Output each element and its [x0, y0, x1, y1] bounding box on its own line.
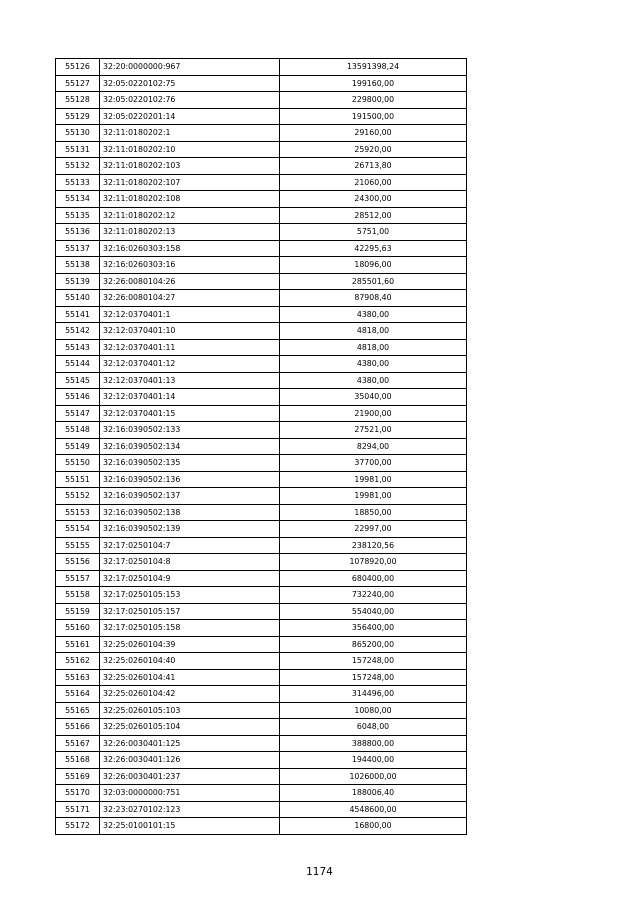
value-cell: 157248,00: [280, 653, 467, 670]
cadastral-number-cell: 32:11:0180202:13: [100, 224, 280, 241]
row-number-cell: 55136: [56, 224, 100, 241]
table-row: [56, 75, 467, 92]
value-cell: 732240,00: [280, 587, 467, 604]
row-number-cell: 55127: [56, 75, 100, 92]
table-row: [56, 306, 467, 323]
cadastral-number-cell: 32:17:0250104:8: [100, 554, 280, 571]
value-cell: 10080,00: [280, 702, 467, 719]
row-number-cell: 55155: [56, 537, 100, 554]
table-row: [56, 59, 467, 76]
table-row: [56, 471, 467, 488]
row-number-cell: 55141: [56, 306, 100, 323]
table-row: [56, 570, 467, 587]
table-row: [56, 735, 467, 752]
value-cell: 18096,00: [280, 257, 467, 274]
row-number-cell: 55153: [56, 504, 100, 521]
value-cell: 42295,63: [280, 240, 467, 257]
row-number-cell: 55166: [56, 719, 100, 736]
row-number-cell: 55156: [56, 554, 100, 571]
table-row: [56, 389, 467, 406]
value-cell: 4380,00: [280, 356, 467, 373]
value-cell: 238120,56: [280, 537, 467, 554]
document-sheet: [55, 58, 466, 835]
table-row: [56, 356, 467, 373]
value-cell: 4818,00: [280, 339, 467, 356]
value-cell: 24300,00: [280, 191, 467, 208]
table-row: [56, 405, 467, 422]
row-number-cell: 55161: [56, 636, 100, 653]
row-number-cell: 55167: [56, 735, 100, 752]
cadastral-number-cell: 32:05:0220102:75: [100, 75, 280, 92]
value-cell: 191500,00: [280, 108, 467, 125]
cadastral-number-cell: 32:17:0250105:157: [100, 603, 280, 620]
value-cell: 29160,00: [280, 125, 467, 142]
value-cell: 35040,00: [280, 389, 467, 406]
table-row: [56, 554, 467, 571]
row-number-cell: 55160: [56, 620, 100, 637]
row-number-cell: 55162: [56, 653, 100, 670]
cadastral-number-cell: 32:17:0250104:9: [100, 570, 280, 587]
table-row: [56, 537, 467, 554]
value-cell: 4380,00: [280, 306, 467, 323]
row-number-cell: 55157: [56, 570, 100, 587]
table-row: [56, 372, 467, 389]
table-row: [56, 290, 467, 307]
table-row: [56, 488, 467, 505]
value-cell: 285501,60: [280, 273, 467, 290]
cadastral-number-cell: 32:25:0260104:41: [100, 669, 280, 686]
row-number-cell: 55129: [56, 108, 100, 125]
row-number-cell: 55164: [56, 686, 100, 703]
row-number-cell: 55128: [56, 92, 100, 109]
table-body: [56, 59, 467, 835]
value-cell: 314496,00: [280, 686, 467, 703]
cadastral-number-cell: 32:11:0180202:107: [100, 174, 280, 191]
row-number-cell: 55133: [56, 174, 100, 191]
table-row: [56, 257, 467, 274]
row-number-cell: 55130: [56, 125, 100, 142]
table-row: [56, 752, 467, 769]
value-cell: 6048,00: [280, 719, 467, 736]
value-cell: 194400,00: [280, 752, 467, 769]
cadastral-number-cell: 32:16:0390502:136: [100, 471, 280, 488]
row-number-cell: 55154: [56, 521, 100, 538]
cadastral-number-cell: 32:12:0370401:15: [100, 405, 280, 422]
row-number-cell: 55145: [56, 372, 100, 389]
value-cell: 19981,00: [280, 488, 467, 505]
table-row: [56, 636, 467, 653]
row-number-cell: 55126: [56, 59, 100, 76]
value-cell: 865200,00: [280, 636, 467, 653]
table-row: [56, 818, 467, 835]
cadastral-number-cell: 32:17:0250105:153: [100, 587, 280, 604]
value-cell: 1078920,00: [280, 554, 467, 571]
cadastral-number-cell: 32:12:0370401:13: [100, 372, 280, 389]
row-number-cell: 55150: [56, 455, 100, 472]
cadastral-number-cell: 32:17:0250104:7: [100, 537, 280, 554]
table-row: [56, 785, 467, 802]
value-cell: 37700,00: [280, 455, 467, 472]
cadastral-number-cell: 32:11:0180202:103: [100, 158, 280, 175]
cadastral-number-cell: 32:25:0260105:104: [100, 719, 280, 736]
value-cell: 5751,00: [280, 224, 467, 241]
table-row: [56, 141, 467, 158]
value-cell: 4818,00: [280, 323, 467, 340]
value-cell: 157248,00: [280, 669, 467, 686]
table-row: [56, 669, 467, 686]
table-row: [56, 92, 467, 109]
value-cell: 87908,40: [280, 290, 467, 307]
value-cell: 27521,00: [280, 422, 467, 439]
table-row: [56, 438, 467, 455]
value-cell: 25920,00: [280, 141, 467, 158]
cadastral-number-cell: 32:26:0080104:26: [100, 273, 280, 290]
row-number-cell: 55158: [56, 587, 100, 604]
row-number-cell: 55159: [56, 603, 100, 620]
table-row: [56, 273, 467, 290]
row-number-cell: 55152: [56, 488, 100, 505]
row-number-cell: 55139: [56, 273, 100, 290]
table-row: [56, 158, 467, 175]
cadastral-number-cell: 32:16:0390502:135: [100, 455, 280, 472]
table-row: [56, 719, 467, 736]
value-cell: 21060,00: [280, 174, 467, 191]
row-number-cell: 55151: [56, 471, 100, 488]
table-row: [56, 323, 467, 340]
table-row: [56, 587, 467, 604]
cadastral-number-cell: 32:05:0220201:14: [100, 108, 280, 125]
row-number-cell: 55142: [56, 323, 100, 340]
value-cell: 16800,00: [280, 818, 467, 835]
cadastral-number-cell: 32:11:0180202:108: [100, 191, 280, 208]
cadastral-number-cell: 32:05:0220102:76: [100, 92, 280, 109]
table-row: [56, 191, 467, 208]
row-number-cell: 55168: [56, 752, 100, 769]
value-cell: 388800,00: [280, 735, 467, 752]
table-row: [56, 521, 467, 538]
cadastral-number-cell: 32:26:0030401:125: [100, 735, 280, 752]
cadastral-value-table: [55, 58, 467, 835]
table-row: [56, 422, 467, 439]
cadastral-number-cell: 32:12:0370401:1: [100, 306, 280, 323]
table-row: [56, 240, 467, 257]
cadastral-number-cell: 32:12:0370401:10: [100, 323, 280, 340]
value-cell: 199160,00: [280, 75, 467, 92]
row-number-cell: 55148: [56, 422, 100, 439]
row-number-cell: 55170: [56, 785, 100, 802]
row-number-cell: 55165: [56, 702, 100, 719]
value-cell: 19981,00: [280, 471, 467, 488]
row-number-cell: 55172: [56, 818, 100, 835]
row-number-cell: 55137: [56, 240, 100, 257]
value-cell: 1026000,00: [280, 768, 467, 785]
value-cell: 21900,00: [280, 405, 467, 422]
row-number-cell: 55171: [56, 801, 100, 818]
cadastral-number-cell: 32:16:0260303:158: [100, 240, 280, 257]
value-cell: 229800,00: [280, 92, 467, 109]
cadastral-number-cell: 32:25:0260104:39: [100, 636, 280, 653]
table-row: [56, 455, 467, 472]
row-number-cell: 55147: [56, 405, 100, 422]
value-cell: 13591398,24: [280, 59, 467, 76]
cadastral-number-cell: 32:11:0180202:1: [100, 125, 280, 142]
table-row: [56, 686, 467, 703]
table-row: [56, 768, 467, 785]
cadastral-number-cell: 32:25:0260105:103: [100, 702, 280, 719]
row-number-cell: 55131: [56, 141, 100, 158]
table-row: [56, 339, 467, 356]
value-cell: 8294,00: [280, 438, 467, 455]
cadastral-number-cell: 32:25:0260104:40: [100, 653, 280, 670]
cadastral-number-cell: 32:20:0000000:967: [100, 59, 280, 76]
row-number-cell: 55144: [56, 356, 100, 373]
value-cell: 4548600,00: [280, 801, 467, 818]
cadastral-number-cell: 32:25:0260104:42: [100, 686, 280, 703]
row-number-cell: 55135: [56, 207, 100, 224]
value-cell: 554040,00: [280, 603, 467, 620]
table-row: [56, 801, 467, 818]
cadastral-number-cell: 32:03:0000000:751: [100, 785, 280, 802]
cadastral-number-cell: 32:12:0370401:14: [100, 389, 280, 406]
cadastral-number-cell: 32:25:0100101:15: [100, 818, 280, 835]
cadastral-number-cell: 32:16:0390502:139: [100, 521, 280, 538]
row-number-cell: 55163: [56, 669, 100, 686]
cadastral-number-cell: 32:16:0390502:138: [100, 504, 280, 521]
table-row: [56, 224, 467, 241]
table-row: [56, 702, 467, 719]
row-number-cell: 55132: [56, 158, 100, 175]
value-cell: 4380,00: [280, 372, 467, 389]
table-row: [56, 125, 467, 142]
cadastral-number-cell: 32:12:0370401:12: [100, 356, 280, 373]
cadastral-number-cell: 32:16:0390502:133: [100, 422, 280, 439]
cadastral-number-cell: 32:16:0390502:137: [100, 488, 280, 505]
table-row: [56, 603, 467, 620]
row-number-cell: 55169: [56, 768, 100, 785]
table-row: [56, 174, 467, 191]
cadastral-number-cell: 32:16:0260303:16: [100, 257, 280, 274]
table-row: [56, 108, 467, 125]
value-cell: 188006,40: [280, 785, 467, 802]
row-number-cell: 55143: [56, 339, 100, 356]
row-number-cell: 55140: [56, 290, 100, 307]
cadastral-number-cell: 32:11:0180202:10: [100, 141, 280, 158]
table-row: [56, 504, 467, 521]
table-row: [56, 620, 467, 637]
value-cell: 28512,00: [280, 207, 467, 224]
cadastral-number-cell: 32:23:0270102:123: [100, 801, 280, 818]
table-row: [56, 653, 467, 670]
value-cell: 26713,80: [280, 158, 467, 175]
cadastral-number-cell: 32:26:0030401:237: [100, 768, 280, 785]
row-number-cell: 55134: [56, 191, 100, 208]
cadastral-number-cell: 32:12:0370401:11: [100, 339, 280, 356]
value-cell: 680400,00: [280, 570, 467, 587]
row-number-cell: 55138: [56, 257, 100, 274]
cadastral-number-cell: 32:16:0390502:134: [100, 438, 280, 455]
value-cell: 18850,00: [280, 504, 467, 521]
cadastral-number-cell: 32:17:0250105:158: [100, 620, 280, 637]
value-cell: 356400,00: [280, 620, 467, 637]
value-cell: 22997,00: [280, 521, 467, 538]
cadastral-number-cell: 32:26:0030401:126: [100, 752, 280, 769]
row-number-cell: 55146: [56, 389, 100, 406]
cadastral-number-cell: 32:11:0180202:12: [100, 207, 280, 224]
cadastral-number-cell: 32:26:0080104:27: [100, 290, 280, 307]
row-number-cell: 55149: [56, 438, 100, 455]
table-row: [56, 207, 467, 224]
page-number: 1174: [306, 866, 333, 878]
